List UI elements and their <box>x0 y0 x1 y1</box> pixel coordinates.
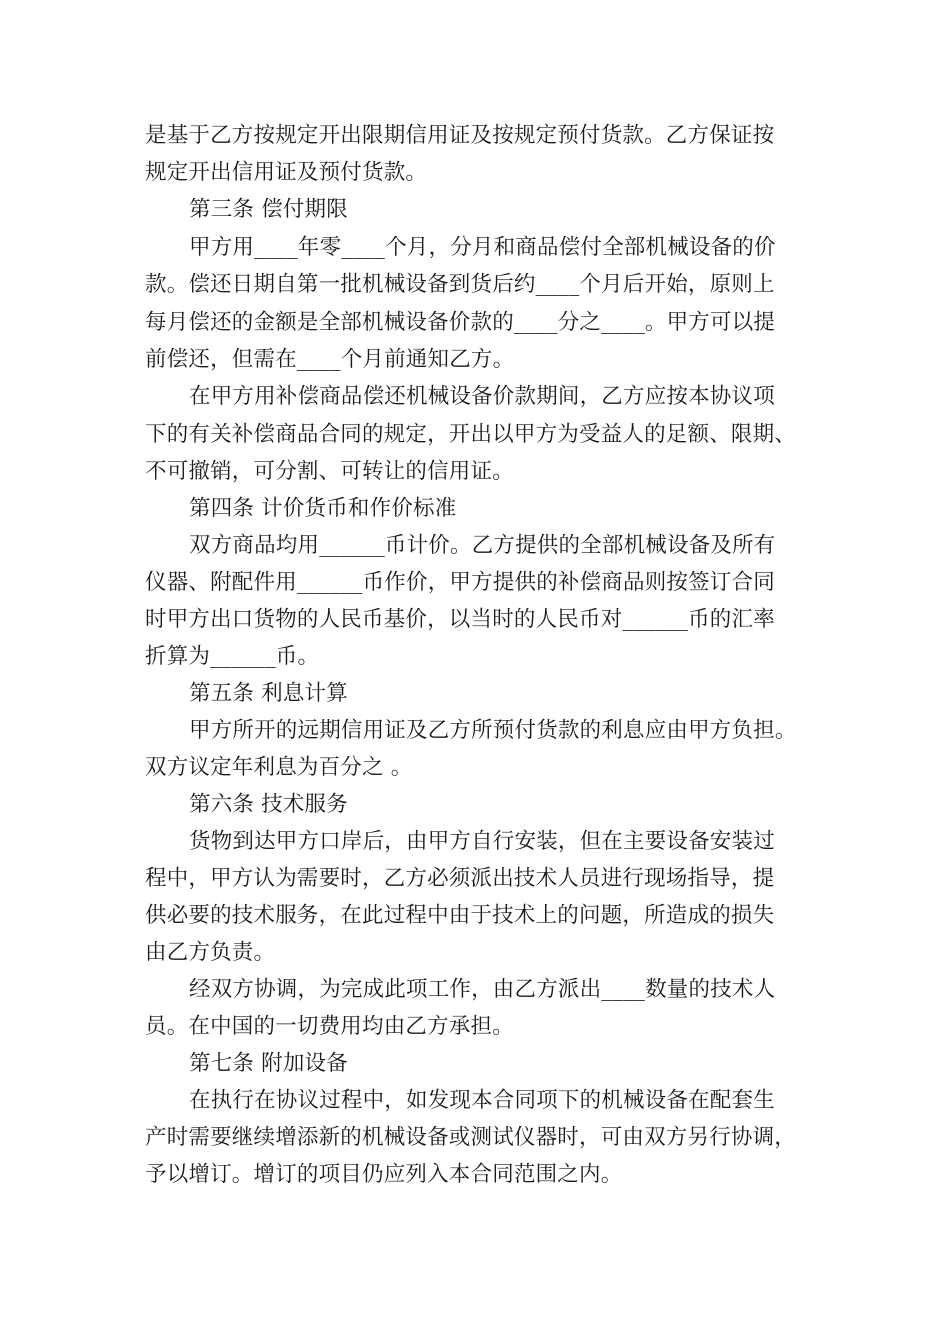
section-heading: 第五条 利息计算 <box>189 681 348 706</box>
paragraph-line: 由乙方负责。 <box>145 940 276 965</box>
paragraph-line: 双方商品均用______币计价。乙方提供的全部机械设备及所有 <box>189 533 776 558</box>
paragraph-line: 是基于乙方按规定开出限期信用证及按规定预付货款。乙方保证按 <box>145 123 775 148</box>
paragraph-line: 在甲方用补偿商品偿还机械设备价款期间，乙方应按本协议项 <box>189 384 775 409</box>
paragraph-line: 仪器、附配件用______币作价，甲方提供的补偿商品则按签订合同 <box>145 570 775 595</box>
paragraph-line: 每月偿还的金额是全部机械设备价款的____分之____。甲方可以提 <box>145 310 776 335</box>
paragraph-line: 产时需要继续增添新的机械设备或测试仪器时，可由双方另行协调， <box>145 1125 797 1150</box>
paragraph-line: 甲方所开的远期信用证及乙方所预付货款的利息应由甲方负担。 <box>189 718 797 743</box>
paragraph-line: 前偿还，但需在____个月前通知乙方。 <box>145 347 515 372</box>
paragraph-line: 时甲方出口货物的人民币基价，以当时的人民币对______币的汇率 <box>145 607 775 632</box>
paragraph-line: 货物到达甲方口岸后，由甲方自行安装，但在主要设备安装过 <box>189 829 775 854</box>
section-heading: 第七条 附加设备 <box>189 1051 348 1076</box>
paragraph-line: 双方议定年利息为百分之 。 <box>145 755 413 780</box>
paragraph-line: 折算为______币。 <box>145 644 320 669</box>
paragraph-line: 下的有关补偿商品合同的规定，开出以甲方为受益人的足额、限期、 <box>145 422 797 447</box>
paragraph-line: 甲方用____年零____个月，分月和商品偿付全部机械设备的价 <box>189 235 776 260</box>
paragraph-line: 规定开出信用证及预付货款。 <box>145 160 428 185</box>
paragraph-line: 供必要的技术服务，在此过程中由于技术上的问题，所造成的损失 <box>145 903 775 928</box>
paragraph-line: 款。偿还日期自第一批机械设备到货后约____个月后开始，原则上 <box>145 272 775 297</box>
paragraph-line: 程中，甲方认为需要时，乙方必须派出技术人员进行现场指导，提 <box>145 866 775 891</box>
paragraph-line: 不可撤销，可分割、可转让的信用证。 <box>145 459 514 484</box>
paragraph-line: 在执行在协议过程中，如发现本合同项下的机械设备在配套生 <box>189 1088 775 1113</box>
paragraph-line: 经双方协调，为完成此项工作，由乙方派出____数量的技术人 <box>189 977 776 1002</box>
section-heading: 第六条 技术服务 <box>189 792 348 817</box>
paragraph-line: 予以增订。增订的项目仍应列入本合同范围之内。 <box>145 1162 623 1187</box>
paragraph-line: 员。在中国的一切费用均由乙方承担。 <box>145 1014 514 1039</box>
section-heading: 第四条 计价货币和作价标准 <box>189 496 457 521</box>
section-heading: 第三条 偿付期限 <box>189 197 348 222</box>
